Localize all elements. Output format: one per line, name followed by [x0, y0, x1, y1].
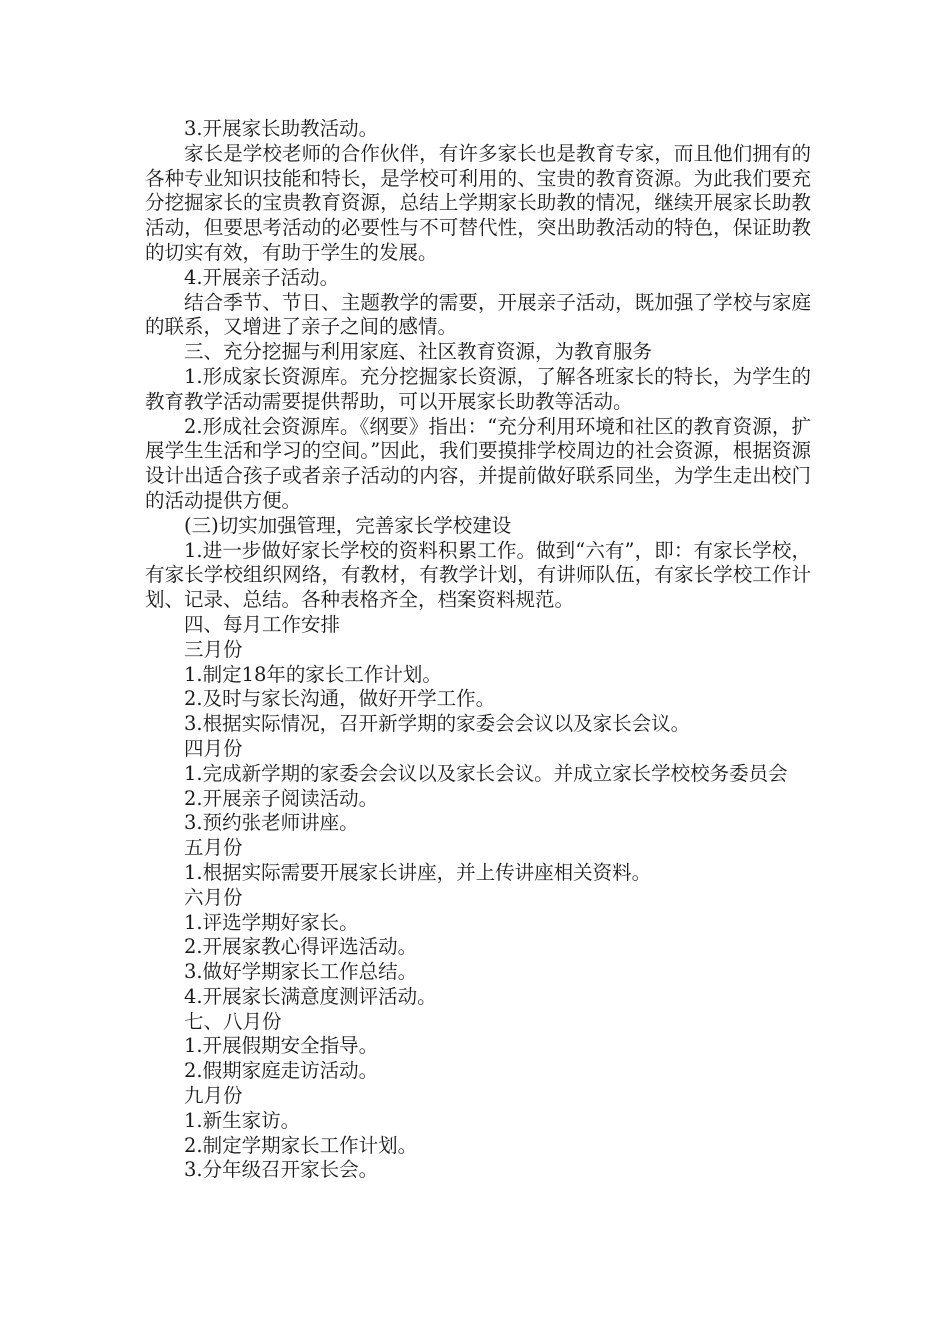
paragraph: 四、每月工作安排: [184, 612, 341, 636]
document-body: [145, 117, 811, 1183]
paragraph: 1.形成家长资源库。充分挖掘家长资源，了解各班家长的特长，为学生的教育教学活动需要提供帮助，可以开展家长助教等活动。: [145, 364, 811, 413]
paragraph: 2.制定学期家长工作计划。: [184, 1133, 418, 1157]
paragraph: 2.形成社会资源库。《纲要》指出：“充分利用环境和社区的教育资源，扩展学生生活和学习的空间。”因此，我们要摸排学校周边的社会资源，根据资源设计出适合孩子或者亲子活动的内容，并提前做好联系同坐，为学生走出校门的活动提供方便。: [145, 414, 811, 512]
paragraph: 3.根据实际情况，召开新学期的家委会会议以及家长会议。: [184, 712, 691, 736]
paragraph: 1.完成新学期的家委会会议以及家长会议。并成立家长学校校务委员会: [184, 761, 788, 785]
paragraph: 结合季节、节日、主题教学的需要，开展亲子活动，既加强了学校与家庭的联系，又增进了亲子之间的感情。: [145, 290, 811, 339]
paragraph: 七、八月份: [184, 1009, 282, 1033]
paragraph: 4.开展亲子活动。: [184, 265, 340, 289]
paragraph: 三、充分挖掘与利用家庭、社区教育资源，为教育服务: [184, 340, 653, 364]
paragraph: 3.做好学期家长工作总结。: [184, 960, 418, 984]
paragraph: 四月份: [184, 736, 243, 760]
paragraph: 2.假期家庭走访活动。: [184, 1059, 379, 1083]
paragraph: 1.开展假期安全指导。: [184, 1034, 379, 1058]
paragraph: 4.开展家长满意度测评活动。: [184, 984, 437, 1008]
paragraph: 1.进一步做好家长学校的资料积累工作。做到“六有”，即：有家长学校，有家长学校组织网络，有教材，有教学计划，有讲师队伍，有家长学校工作计划、记录、总结。各种表格齐全，档案资料规范。: [145, 538, 811, 612]
paragraph: 2.及时与家长沟通，做好开学工作。: [184, 687, 496, 711]
paragraph: (三)切实加强管理，完善家长学校建设: [184, 513, 512, 537]
paragraph: 3.分年级召开家长会。: [184, 1158, 379, 1182]
paragraph: 六月份: [184, 885, 243, 909]
paragraph: 三月份: [184, 637, 243, 661]
paragraph: 2.开展家教心得评选活动。: [184, 935, 418, 959]
paragraph: 1.制定18年的家长工作计划。: [184, 662, 442, 686]
paragraph: 3.开展家长助教活动。: [184, 117, 379, 140]
paragraph: 1.新生家访。: [184, 1108, 301, 1132]
paragraph: 九月份: [184, 1084, 243, 1108]
paragraph: 家长是学校老师的合作伙伴，有许多家长也是教育专家，而且他们拥有的各种专业知识技能和特长，是学校可利用的、宝贵的教育资源。为此我们要充分挖掘家长的宝贵教育资源，总结上学期家长助教的情况，继续开展家长助教活动，但要思考活动的必要性与不可替代性，突出助教活动的特色，保证助教的切实有效，有助于学生的发展。: [145, 141, 811, 264]
paragraph: 2.开展亲子阅读活动。: [184, 786, 379, 810]
paragraph: 1.根据实际需要开展家长讲座，并上传讲座相关资料。: [184, 860, 652, 884]
paragraph: 1.评选学期好家长。: [184, 910, 359, 934]
paragraph: 五月份: [184, 836, 243, 860]
paragraph: 3.预约张老师讲座。: [184, 811, 359, 835]
